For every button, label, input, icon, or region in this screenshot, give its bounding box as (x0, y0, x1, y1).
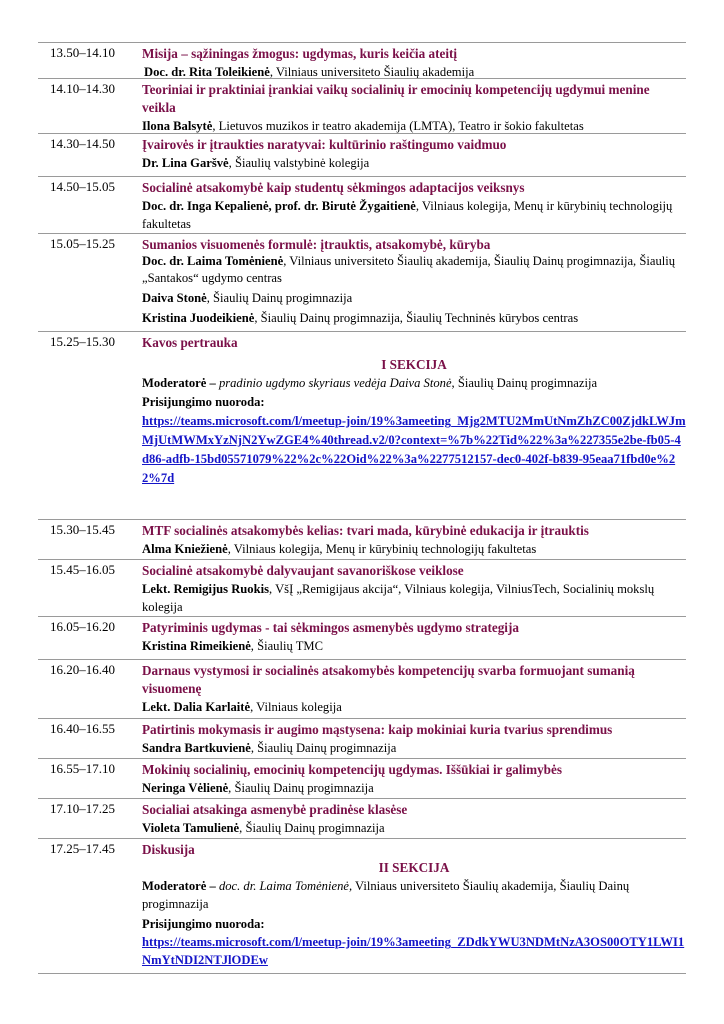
talk-title: Diskusija (142, 842, 195, 857)
speaker-org: , Vilniaus universiteto Šiaulių akademija, Šiaulių Dainų progimnazija, Šiaulių „Santakos“ ugdymo centras (142, 254, 676, 285)
talk-title: Socialiai atsakinga asmenybė pradinėse klasėse (142, 802, 408, 817)
talk-title: Teoriniai ir praktiniai įrankiai vaikų socialinių ir emocinių kompetencijų ugdymui menine veikla (142, 82, 650, 115)
time-slot: 13.50–14.10 (50, 45, 115, 60)
talk-title: Socialinė atsakomybė kaip studentų sėkmingos adaptacijos veiksnys (142, 180, 525, 195)
speaker-name: Lekt. Dalia Karlaitė (142, 700, 251, 714)
speaker-name: Kristina Rimeikienė (142, 639, 251, 653)
speaker-name: Doc. dr. Laima Tomėnienė (142, 254, 284, 268)
agenda-row (38, 133, 686, 174)
time-slot: 17.25–17.45 (50, 841, 115, 856)
talk-title: Sumanios visuomenės formulė: įtrauktis, atsakomybė, kūryba (142, 237, 491, 252)
talk-title: Socialinė atsakomybė dalyvaujant savanoriškose veiklose (142, 563, 464, 578)
agenda-row (38, 758, 686, 799)
speaker-name: Daiva Stonė (142, 291, 207, 305)
speaker-org: , Šiaulių Dainų progimnazija (228, 781, 374, 795)
talk-title: Darnaus vystymosi ir socialinės atsakomybės kompetencijų svarba formuojant sumanią visuomenę (142, 663, 635, 696)
moderator-org: Vilniaus universiteto Šiaulių akademija, Šiaulių Dainų progimnazija (142, 879, 630, 911)
talk-title: Patyriminis ugdymas - tai sėkmingos asmenybės ugdymo strategija (142, 620, 519, 635)
agenda-row (38, 838, 686, 859)
agenda-row (38, 331, 686, 352)
link-label: Prisijungimo nuoroda: (142, 917, 265, 931)
section-block (38, 857, 686, 973)
agenda-row (38, 718, 686, 759)
speaker-name: Neringa Vėlienė (142, 781, 229, 795)
talk-title: Misija – sąžiningas žmogus: ugdymas, kuris keičia ateitį (142, 46, 458, 61)
time-slot: 16.40–16.55 (50, 721, 115, 736)
time-slot: 17.10–17.25 (50, 801, 115, 816)
speaker-name: Lekt. Remigijus Ruokis (142, 582, 270, 596)
time-slot: 16.20–16.40 (50, 662, 115, 677)
agenda-row (38, 798, 686, 839)
speaker-name: Sandra Bartkuvienė (142, 741, 251, 755)
section-heading: I SEKCIJA (381, 357, 447, 372)
speaker-org: , Šiaulių Dainų progimnazija (239, 821, 385, 835)
talk-title: Mokinių socialinių, emocinių kompetencijų ugdymas. Iššūkiai ir galimybės (142, 762, 562, 777)
moderator-label: Moderatorė – (142, 879, 219, 893)
speaker-org: , Vilniaus universiteto Šiaulių akademija (269, 65, 475, 79)
time-slot: 14.30–14.50 (50, 136, 115, 151)
speaker-org: , Šiaulių TMC (250, 639, 323, 653)
speaker-name: Kristina Juodeikienė (142, 311, 255, 325)
agenda-row (38, 616, 686, 659)
moderator-org: , Šiaulių Dainų progimnazija (451, 376, 598, 390)
moderator-label: Moderatorė – (142, 376, 219, 390)
time-slot: 14.50–15.05 (50, 179, 115, 194)
moderator-name: pradinio ugdymo skyriaus vedėja Daiva Stonė (218, 376, 452, 390)
agenda-row (38, 519, 686, 560)
speaker-name: Doc. dr. Rita Toleikienė (144, 65, 270, 79)
agenda-row (38, 233, 686, 332)
time-slot: 14.10–14.30 (50, 81, 115, 96)
talk-title: Kavos pertrauka (142, 335, 238, 350)
time-slot: 15.05–15.25 (50, 236, 115, 251)
speaker-name: Dr. Lina Garšvė (142, 156, 229, 170)
talk-title: Įvairovės ir įtraukties naratyvai: kultūrinio raštingumo vaidmuo (142, 137, 507, 152)
section-block (38, 351, 686, 519)
speaker-org: , Lietuvos muzikos ir teatro akademija (LMTA), Teatro ir šokio fakultetas (212, 119, 584, 133)
table-bottom-border (38, 973, 686, 974)
link-label: Prisijungimo nuoroda: (142, 395, 265, 409)
time-slot: 15.25–15.30 (50, 334, 115, 349)
speaker-org: , Šiaulių valstybinė kolegija (228, 156, 370, 170)
speaker-name: Alma Kniežienė (142, 542, 228, 556)
speaker-org: , Šiaulių Dainų progimnazija (250, 741, 397, 755)
time-slot: 15.45–16.05 (50, 562, 115, 577)
moderator-name: doc. dr. Laima Tomėnienė, (218, 879, 353, 893)
speaker-org: , Vilniaus kolegija, Menų ir kūrybinių technologijų fakultetas (227, 542, 537, 556)
section-heading: II SEKCIJA (378, 860, 450, 875)
speaker-org: , Vilniaus kolegija (250, 700, 342, 714)
agenda-row (38, 176, 686, 231)
agenda-row (38, 78, 686, 133)
meeting-link[interactable]: https://teams.microsoft.com/l/meetup-join/19%3ameeting_ZDdkYWU3NDMtNzA3OS00OTY1LWI1NmYtNDI2NTJlODEw (142, 935, 685, 967)
meeting-link[interactable]: https://teams.microsoft.com/l/meetup-join/19%3ameeting_Mjg2MTU2MmUtNmZhZC00ZjdkLWJmMjUtMWMxYzNjN2YwZGE4%40thread.v2/0?context=%7b%22Tid%22%3a%227355e2be-fb05-4d86-adfb-15bd05571079%22%2c%22Oid%22%3a%2277512157-dec0-402f-b839-95eaa71fbd0e%22%7d (142, 414, 686, 485)
speaker-org: , Šiaulių Dainų progimnazija (206, 291, 353, 305)
speaker-name: Doc. dr. Inga Kepalienė, prof. dr. Birutė Žygaitienė (142, 199, 416, 213)
speaker-org: , Vilniaus kolegija, Menų ir kūrybinių technologijų fakultetas (142, 199, 673, 231)
speaker-org: , Šiaulių Dainų progimnazija, Šiaulių Techninės kūrybos centras (254, 311, 579, 325)
speaker-name: Ilona Balsytė (142, 119, 213, 133)
agenda-row (38, 659, 686, 717)
time-slot: 16.05–16.20 (50, 619, 115, 634)
speaker-name: Violeta Tamulienė (142, 821, 240, 835)
time-slot: 15.30–15.45 (50, 522, 115, 537)
talk-title: Patirtinis mokymasis ir augimo mąstysena: kaip mokiniai kuria tvarius sprendimus (142, 722, 613, 737)
speaker-org: , VšĮ „Remigijaus akcija“, Vilniaus kolegija, VilniusTech, Socialinių mokslų kolegija (142, 582, 655, 614)
agenda-row (38, 559, 686, 617)
talk-title: MTF socialinės atsakomybės kelias: tvari mada, kūrybinė edukacija ir įtrauktis (142, 523, 589, 538)
time-slot: 16.55–17.10 (50, 761, 115, 776)
agenda-row (38, 42, 686, 79)
